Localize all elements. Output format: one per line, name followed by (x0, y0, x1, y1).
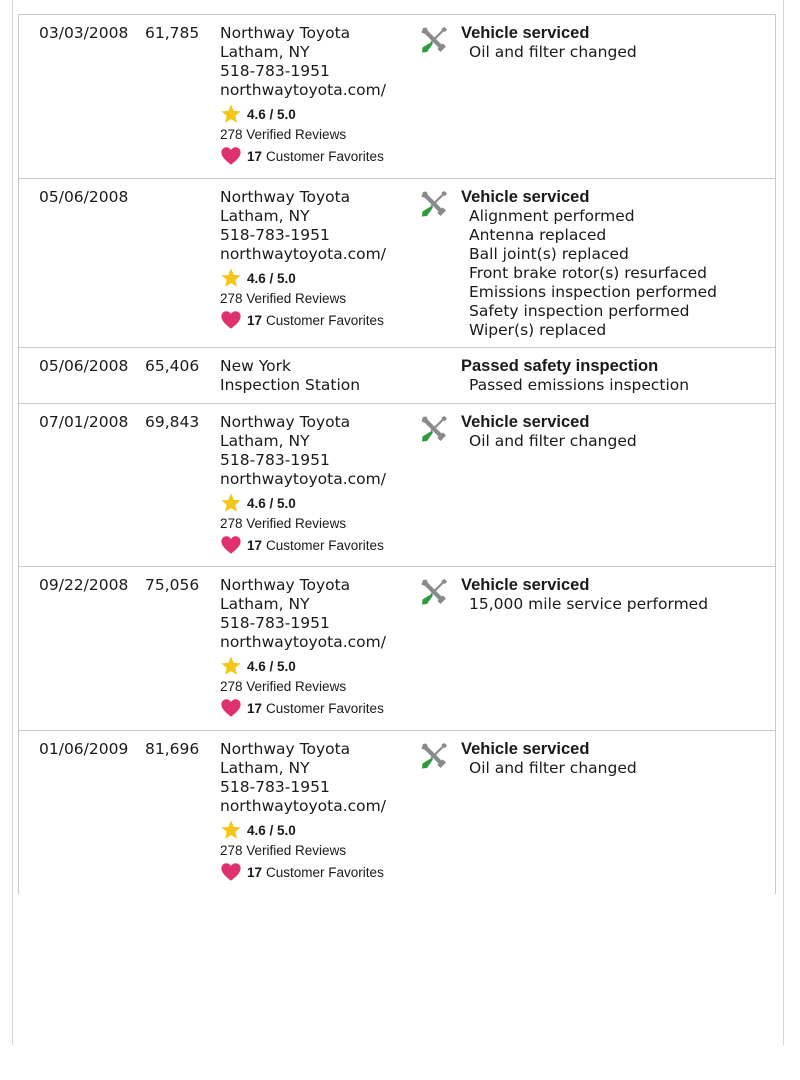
record-date: 01/06/2009 (39, 740, 129, 758)
service-provider (220, 576, 386, 719)
service-record-row (19, 348, 775, 404)
record-date: 05/06/2008 (39, 357, 129, 375)
service-history-table (18, 14, 776, 894)
star-icon (220, 655, 242, 677)
favorites-label: Customer Favorites (266, 700, 384, 716)
customer-favorites (220, 145, 386, 167)
star-icon (220, 267, 242, 289)
heart-icon (220, 697, 242, 719)
service-title: Vehicle serviced (461, 740, 590, 758)
service-item: Passed emissions inspection (469, 376, 690, 394)
provider-phone[interactable]: 518-783-1951 (220, 778, 330, 796)
service-details (461, 413, 637, 451)
service-item: Wiper(s) replaced (469, 321, 607, 339)
provider-rating (220, 267, 386, 289)
provider-name: Northway Toyota (220, 740, 351, 758)
record-date: 05/06/2008 (39, 188, 129, 206)
service-title: Vehicle serviced (461, 24, 590, 42)
service-provider (220, 188, 386, 331)
provider-location: Latham, NY (220, 43, 310, 61)
service-item: Safety inspection performed (469, 302, 690, 320)
service-item: Antenna replaced (469, 226, 607, 244)
service-provider (220, 740, 386, 883)
favorites-count: 17 (247, 537, 263, 553)
record-date: 09/22/2008 (39, 576, 129, 594)
service-title: Vehicle serviced (461, 413, 590, 431)
service-details (461, 188, 717, 340)
favorites-label: Customer Favorites (266, 864, 384, 880)
wrench-screwdriver-icon (419, 189, 449, 219)
verified-reviews-link[interactable]: 278 Verified Reviews (220, 516, 347, 531)
service-item: Front brake rotor(s) resurfaced (469, 264, 707, 282)
service-provider (220, 413, 386, 556)
service-provider (220, 357, 360, 395)
record-date: 03/03/2008 (39, 24, 129, 42)
favorites-label: Customer Favorites (266, 537, 384, 553)
service-item: Oil and filter changed (469, 43, 637, 61)
service-record-row (19, 731, 775, 894)
rating-value: 4.6 / 5.0 (247, 822, 296, 838)
record-mileage: 81,696 (145, 740, 200, 758)
heart-icon (220, 534, 242, 556)
customer-favorites (220, 309, 386, 331)
customer-favorites (220, 697, 386, 719)
provider-rating (220, 492, 386, 514)
provider-phone[interactable]: 518-783-1951 (220, 614, 330, 632)
record-mileage: 75,056 (145, 576, 200, 594)
provider-location: Latham, NY (220, 759, 310, 777)
service-details (461, 24, 637, 62)
favorites-count: 17 (247, 700, 263, 716)
favorites-label: Customer Favorites (266, 148, 384, 164)
service-item: 15,000 mile service performed (469, 595, 709, 613)
service-record-row (19, 15, 775, 179)
service-item: Ball joint(s) replaced (469, 245, 629, 263)
heart-icon (220, 861, 242, 883)
wrench-screwdriver-icon (419, 414, 449, 444)
service-details (461, 576, 708, 614)
provider-name: Northway Toyota (220, 413, 351, 431)
verified-reviews-link[interactable]: 278 Verified Reviews (220, 291, 347, 306)
favorites-label: Customer Favorites (266, 312, 384, 328)
provider-rating (220, 103, 386, 125)
rating-value: 4.6 / 5.0 (247, 106, 296, 122)
customer-favorites (220, 534, 386, 556)
star-icon (220, 492, 242, 514)
favorites-count: 17 (247, 148, 263, 164)
service-details (461, 357, 689, 395)
service-item: Alignment performed (469, 207, 635, 225)
record-mileage: 65,406 (145, 357, 200, 375)
favorites-count: 17 (247, 864, 263, 880)
wrench-screwdriver-icon (419, 577, 449, 607)
provider-name: Northway Toyota (220, 576, 351, 594)
star-icon (220, 103, 242, 125)
provider-phone[interactable]: 518-783-1951 (220, 62, 330, 80)
service-record-row (19, 404, 775, 567)
star-icon (220, 819, 242, 841)
provider-website-link[interactable]: northwaytoyota.com/ (220, 633, 386, 651)
rating-value: 4.6 / 5.0 (247, 270, 296, 286)
provider-rating (220, 819, 386, 841)
wrench-screwdriver-icon (419, 25, 449, 55)
service-title: Vehicle serviced (461, 576, 590, 594)
heart-icon (220, 145, 242, 167)
service-details (461, 740, 637, 778)
provider-location: Latham, NY (220, 207, 310, 225)
rating-value: 4.6 / 5.0 (247, 658, 296, 674)
service-item: Oil and filter changed (469, 432, 637, 450)
provider-rating (220, 655, 386, 677)
wrench-screwdriver-icon (419, 741, 449, 771)
service-item: Emissions inspection performed (469, 283, 717, 301)
service-title: Vehicle serviced (461, 188, 590, 206)
customer-favorites (220, 861, 386, 883)
provider-name: New York (220, 357, 291, 375)
provider-website-link[interactable]: northwaytoyota.com/ (220, 81, 386, 99)
provider-website-link[interactable]: northwaytoyota.com/ (220, 245, 386, 263)
provider-location: Latham, NY (220, 595, 310, 613)
service-record-row (19, 179, 775, 348)
provider-phone[interactable]: 518-783-1951 (220, 226, 330, 244)
record-mileage: 61,785 (145, 24, 200, 42)
provider-type: Inspection Station (220, 376, 361, 394)
rating-value: 4.6 / 5.0 (247, 495, 296, 511)
verified-reviews-link[interactable]: 278 Verified Reviews (220, 679, 347, 694)
service-title: Passed safety inspection (461, 357, 659, 375)
record-mileage: 69,843 (145, 413, 200, 431)
service-item: Oil and filter changed (469, 759, 637, 777)
verified-reviews-link[interactable]: 278 Verified Reviews (220, 127, 347, 142)
service-provider (220, 24, 386, 167)
record-date: 07/01/2008 (39, 413, 129, 431)
heart-icon (220, 309, 242, 331)
favorites-count: 17 (247, 312, 263, 328)
provider-location: Latham, NY (220, 432, 310, 450)
provider-website-link[interactable]: northwaytoyota.com/ (220, 470, 386, 488)
provider-name: Northway Toyota (220, 24, 351, 42)
verified-reviews-link[interactable]: 278 Verified Reviews (220, 843, 347, 858)
provider-name: Northway Toyota (220, 188, 351, 206)
service-record-row (19, 567, 775, 731)
provider-phone[interactable]: 518-783-1951 (220, 451, 330, 469)
provider-website-link[interactable]: northwaytoyota.com/ (220, 797, 386, 815)
